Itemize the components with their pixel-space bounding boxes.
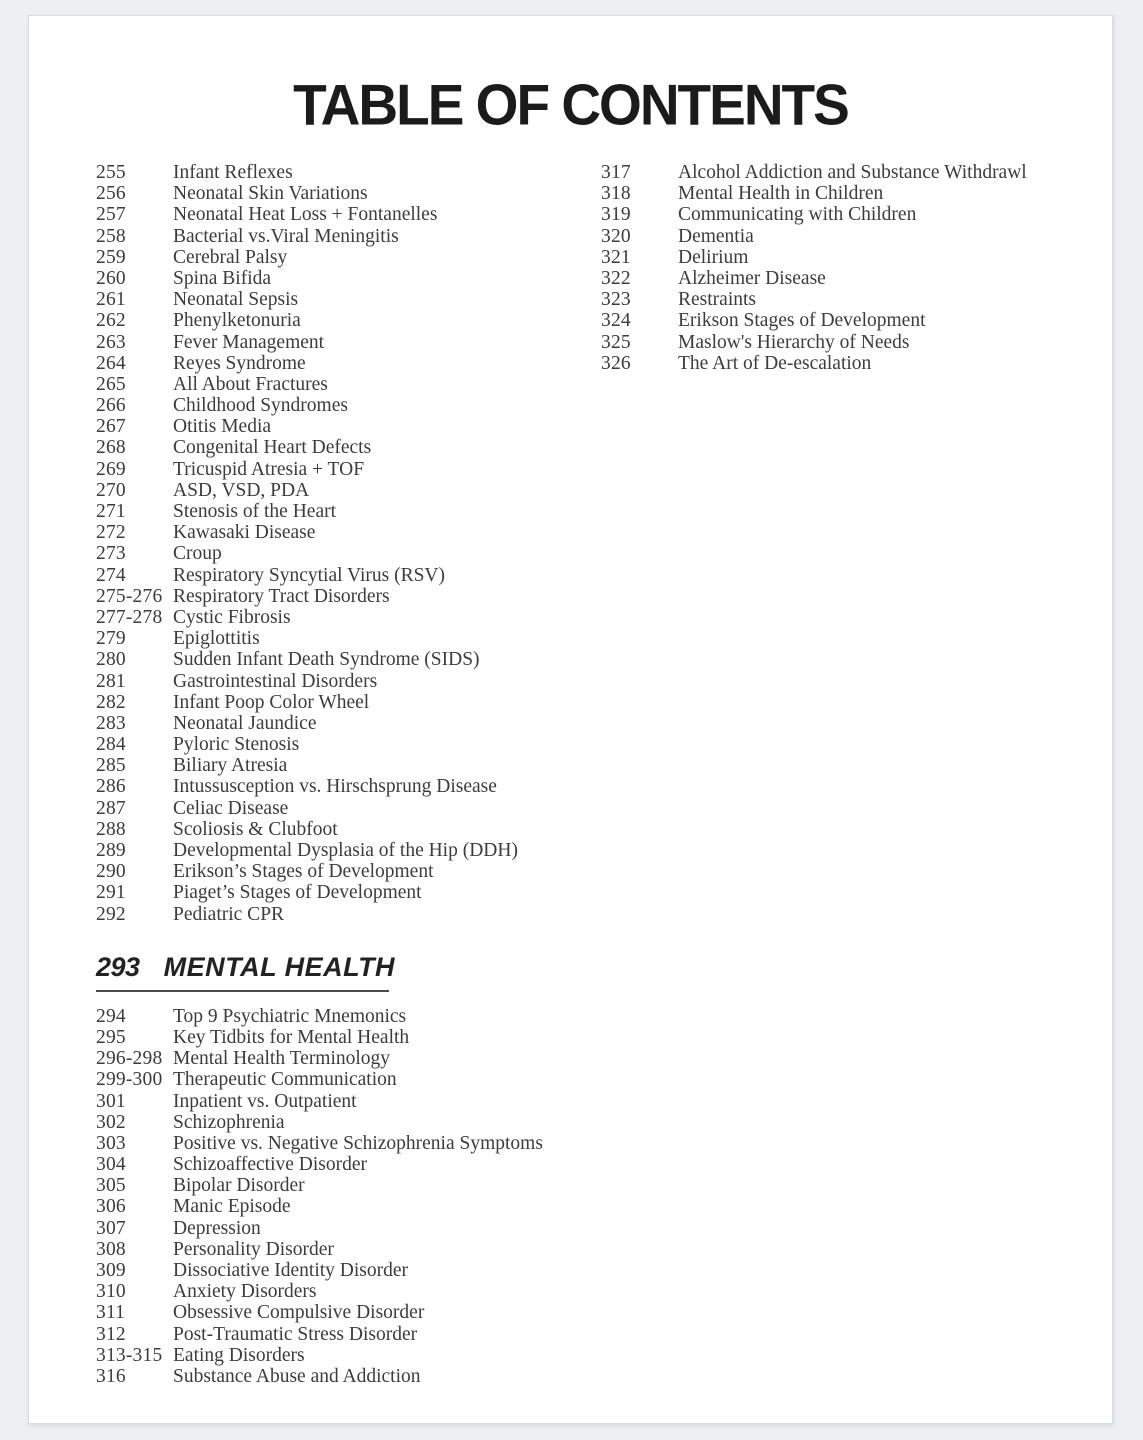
toc-entry-pages: 290: [96, 861, 126, 883]
toc-entry-title: Delirium: [678, 246, 749, 268]
toc-entry: [96, 1048, 601, 1069]
toc-entry: [96, 1091, 601, 1112]
toc-entry-title: Obsessive Compulsive Disorder: [173, 1302, 425, 1324]
section-header-label: MENTAL HEALTH: [163, 951, 396, 982]
toc-entry-pages: 284: [96, 734, 126, 756]
toc-entry: [601, 204, 1101, 225]
toc-entry-title: Erikson’s Stages of Development: [173, 861, 434, 883]
toc-entry: [601, 226, 1101, 247]
toc-entry: [96, 565, 601, 586]
toc-entry-title: Reyes Syndrome: [173, 352, 306, 374]
toc-entry-pages: 294: [96, 1005, 126, 1027]
toc-entry-title: Stenosis of the Heart: [173, 501, 337, 522]
toc-entry-title: Positive vs. Negative Schizophrenia Symptoms: [173, 1132, 543, 1154]
toc-entry-pages: 291: [96, 882, 126, 904]
toc-entry-pages: 264: [96, 352, 126, 374]
toc-entry-pages: 295: [96, 1026, 126, 1048]
toc-entry-title: Sudden Infant Death Syndrome (SIDS): [173, 649, 480, 671]
toc-entry-pages: 266: [96, 395, 126, 417]
toc-entry-title: Mental Health in Children: [678, 183, 884, 205]
toc-entry-pages: 270: [96, 479, 126, 501]
toc-entry: [601, 353, 1101, 374]
toc-entry-title: Neonatal Skin Variations: [173, 183, 368, 205]
toc-entry-title: Post-Traumatic Stress Disorder: [173, 1323, 418, 1345]
toc-entry-title: Otitis Media: [173, 416, 272, 438]
toc-entry-title: Top 9 Psychiatric Mnemonics: [173, 1005, 407, 1027]
toc-entry-pages: 305: [96, 1175, 126, 1197]
toc-entry-pages: 274: [96, 564, 126, 586]
toc-entry-pages: 302: [96, 1111, 126, 1133]
toc-entry-pages: 317: [601, 162, 631, 183]
toc-entry-title: Infant Poop Color Wheel: [173, 691, 370, 713]
toc-entry-title: Respiratory Tract Disorders: [173, 585, 390, 607]
toc-entry-pages: 307: [96, 1217, 126, 1239]
toc-entry-title: Key Tidbits for Mental Health: [173, 1026, 410, 1048]
toc-entry-title: Phenylketonuria: [173, 310, 301, 332]
toc-entry: [601, 332, 1101, 353]
toc-entry-pages: 283: [96, 712, 126, 734]
toc-page: [28, 15, 1113, 1424]
toc-entry: [96, 882, 601, 903]
toc-entry: [601, 183, 1101, 204]
toc-entry-pages: 261: [96, 289, 126, 311]
toc-entry-title: Erikson Stages of Development: [678, 310, 926, 332]
toc-entry: [96, 1112, 601, 1133]
toc-entry: [96, 332, 601, 353]
toc-entry-title: Gastrointestinal Disorders: [173, 670, 378, 692]
toc-right-column: [601, 162, 1101, 374]
toc-entry-title: Intussusception vs. Hirschsprung Disease: [173, 776, 497, 798]
toc-entry: [96, 586, 601, 607]
toc-entry: [601, 310, 1101, 331]
toc-entry-title: Neonatal Sepsis: [173, 289, 299, 311]
toc-entry-title: Depression: [173, 1217, 261, 1239]
toc-entry-title: Manic Episode: [173, 1196, 291, 1218]
toc-entry-pages: 326: [601, 352, 631, 374]
toc-entry: [96, 1302, 601, 1323]
toc-entry: [96, 1218, 601, 1239]
toc-entry-title: Tricuspid Atresia + TOF: [173, 458, 365, 480]
toc-entry-title: Restraints: [678, 289, 756, 311]
toc-entry-pages: 285: [96, 755, 126, 777]
toc-entry-title: All About Fractures: [173, 373, 328, 395]
toc-entry-title: Schizophrenia: [173, 1111, 285, 1133]
toc-entry-title: Cerebral Palsy: [173, 246, 288, 268]
toc-entry-title: Biliary Atresia: [173, 755, 288, 777]
toc-entry-title: Pyloric Stenosis: [173, 734, 300, 756]
toc-entry: [96, 353, 601, 374]
toc-entry-title: Cystic Fibrosis: [173, 606, 291, 628]
toc-entry-title: Mental Health Terminology: [173, 1048, 391, 1070]
toc-entry: [96, 226, 601, 247]
toc-entry-title: Neonatal Heat Loss + Fontanelles: [173, 204, 438, 226]
toc-entry: [96, 840, 601, 861]
toc-entry: [96, 1345, 601, 1366]
toc-entry-pages: 281: [96, 670, 126, 692]
toc-entry-title: ASD, VSD, PDA: [173, 479, 310, 501]
toc-entry-pages: 262: [96, 310, 126, 332]
toc-entry-pages: 301: [96, 1090, 126, 1112]
toc-entry: [96, 776, 601, 797]
toc-entry: [96, 904, 601, 925]
toc-entry: [96, 1006, 601, 1027]
toc-entry-pages: 311: [96, 1302, 126, 1324]
toc-entry-title: Childhood Syndromes: [173, 395, 348, 417]
toc-entry: [96, 395, 601, 416]
toc-entry-pages: 280: [96, 649, 126, 671]
toc-entry-pages: 299-300: [96, 1069, 163, 1091]
toc-entry: [96, 1239, 601, 1260]
toc-entry: [96, 1281, 601, 1302]
toc-entry-title: Infant Reflexes: [173, 162, 293, 183]
toc-list-right: [601, 162, 1101, 374]
toc-entry-title: Piaget’s Stages of Development: [173, 882, 422, 904]
toc-entry-pages: 257: [96, 204, 126, 226]
toc-entry: [96, 1260, 601, 1281]
toc-entry-title: Dementia: [678, 225, 754, 247]
toc-entry-pages: 310: [96, 1281, 126, 1303]
toc-entry-title: Kawasaki Disease: [173, 522, 316, 544]
toc-entry: [96, 416, 601, 437]
toc-entry: [96, 459, 601, 480]
toc-entry-pages: 265: [96, 373, 126, 395]
toc-entry-title: Alzheimer Disease: [678, 267, 826, 289]
toc-entry-pages: 309: [96, 1260, 126, 1281]
toc-entry-pages: 313-315: [96, 1344, 163, 1366]
toc-entry-pages: 282: [96, 691, 126, 713]
toc-entry-pages: 286: [96, 776, 126, 798]
toc-entry-pages: 260: [96, 267, 126, 289]
toc-entry: [96, 713, 601, 734]
toc-entry-pages: 325: [601, 331, 631, 353]
toc-entry-pages: 321: [601, 246, 631, 268]
toc-entry: [96, 1154, 601, 1175]
toc-entry-pages: 287: [96, 797, 126, 819]
toc-entry: [96, 861, 601, 882]
toc-entry: [96, 289, 601, 310]
toc-entry: [96, 1366, 601, 1387]
toc-entry-title: Congenital Heart Defects: [173, 437, 372, 459]
toc-entry-title: Scoliosis & Clubfoot: [173, 818, 338, 840]
toc-entry-pages: 289: [96, 840, 126, 861]
section-header-page-number: 293: [96, 951, 140, 982]
toc-entry-title: Epiglottitis: [173, 628, 260, 650]
toc-entry-pages: 312: [96, 1323, 126, 1345]
toc-entry-pages: 306: [96, 1196, 126, 1218]
toc-entry: [96, 204, 601, 225]
toc-entry-title: Celiac Disease: [173, 797, 289, 819]
toc-entry: [96, 1027, 601, 1048]
toc-entry-pages: 256: [96, 183, 126, 205]
toc-entry-title: Spina Bifida: [173, 267, 272, 289]
toc-entry: [601, 162, 1101, 183]
toc-entry-pages: 272: [96, 522, 126, 544]
toc-list-pediatrics: [96, 162, 601, 925]
toc-list-mental-health: [96, 1006, 601, 1387]
toc-left-column: [96, 162, 601, 1387]
toc-entry-title: Anxiety Disorders: [173, 1281, 317, 1303]
toc-entry: [96, 522, 601, 543]
toc-entry-title: Personality Disorder: [173, 1238, 334, 1260]
toc-entry: [96, 247, 601, 268]
toc-entry-pages: 279: [96, 628, 126, 650]
toc-entry: [601, 289, 1101, 310]
toc-entry: [96, 734, 601, 755]
toc-entry-title: Neonatal Jaundice: [173, 712, 317, 734]
toc-entry-pages: 322: [601, 267, 631, 289]
toc-entry-pages: 263: [96, 331, 126, 353]
toc-entry: [96, 543, 601, 564]
toc-entry-pages: 259: [96, 246, 126, 268]
toc-entry-title: The Art of De-escalation: [678, 352, 872, 374]
toc-entry: [96, 1069, 601, 1090]
toc-entry-pages: 275-276: [96, 585, 163, 607]
toc-entry: [96, 1196, 601, 1217]
toc-entry-pages: 292: [96, 903, 126, 925]
toc-entry: [96, 437, 601, 458]
toc-entry-pages: 316: [96, 1365, 126, 1387]
toc-entry: [601, 247, 1101, 268]
toc-entry: [96, 183, 601, 204]
page-title: TABLE OF CONTENTS: [293, 72, 848, 138]
toc-entry: [96, 819, 601, 840]
toc-entry: [96, 798, 601, 819]
toc-entry-title: Therapeutic Communication: [173, 1069, 397, 1091]
toc-entry-pages: 319: [601, 204, 631, 226]
toc-entry-title: Eating Disorders: [173, 1344, 305, 1366]
toc-entry: [96, 1324, 601, 1345]
toc-entry-pages: 288: [96, 818, 126, 840]
toc-entry-pages: 258: [96, 225, 126, 247]
toc-entry: [96, 692, 601, 713]
toc-entry-pages: 304: [96, 1154, 126, 1176]
toc-entry-title: Developmental Dysplasia of the Hip (DDH): [173, 840, 518, 861]
toc-entry-pages: 303: [96, 1132, 126, 1154]
toc-entry-title: Substance Abuse and Addiction: [173, 1365, 421, 1387]
toc-entry-title: Alcohol Addiction and Substance Withdrawl: [678, 162, 1027, 183]
toc-entry: [96, 374, 601, 395]
toc-entry-pages: 255: [96, 162, 126, 183]
toc-entry-pages: 323: [601, 289, 631, 311]
toc-entry: [96, 268, 601, 289]
toc-entry: [96, 607, 601, 628]
toc-entry-pages: 271: [96, 501, 126, 522]
toc-entry-title: Pediatric CPR: [173, 903, 285, 925]
toc-entry: [96, 671, 601, 692]
toc-entry: [601, 268, 1101, 289]
toc-entry-pages: 318: [601, 183, 631, 205]
toc-entry-pages: 267: [96, 416, 126, 438]
toc-entry-title: Inpatient vs. Outpatient: [173, 1090, 357, 1112]
toc-entry: [96, 649, 601, 670]
toc-entry: [96, 480, 601, 501]
toc-entry-pages: 320: [601, 225, 631, 247]
toc-entry-pages: 273: [96, 543, 126, 565]
toc-entry-title: Fever Management: [173, 331, 325, 353]
toc-entry-title: Maslow's Hierarchy of Needs: [678, 331, 910, 353]
toc-entry: [96, 310, 601, 331]
toc-entry-pages: 296-298: [96, 1048, 163, 1070]
toc-entry-title: Bacterial vs.Viral Meningitis: [173, 225, 399, 247]
toc-entry-title: Schizoaffective Disorder: [173, 1154, 368, 1176]
toc-entry-title: Respiratory Syncytial Virus (RSV): [173, 564, 445, 586]
section-header-mental-health: [96, 951, 396, 992]
toc-entry-pages: 277-278: [96, 606, 163, 628]
toc-entry: [96, 628, 601, 649]
toc-entry: [96, 1133, 601, 1154]
toc-entry: [96, 755, 601, 776]
toc-entry-title: Bipolar Disorder: [173, 1175, 305, 1197]
toc-entry-pages: 324: [601, 310, 631, 332]
toc-entry-pages: 269: [96, 458, 126, 480]
toc-entry-pages: 268: [96, 437, 126, 459]
toc-entry-title: Communicating with Children: [678, 204, 917, 226]
toc-entry-title: Croup: [173, 543, 222, 565]
toc-entry-title: Dissociative Identity Disorder: [173, 1260, 409, 1281]
toc-entry-pages: 308: [96, 1238, 126, 1260]
toc-entry: [96, 162, 601, 183]
toc-entry: [96, 501, 601, 522]
toc-entry: [96, 1175, 601, 1196]
